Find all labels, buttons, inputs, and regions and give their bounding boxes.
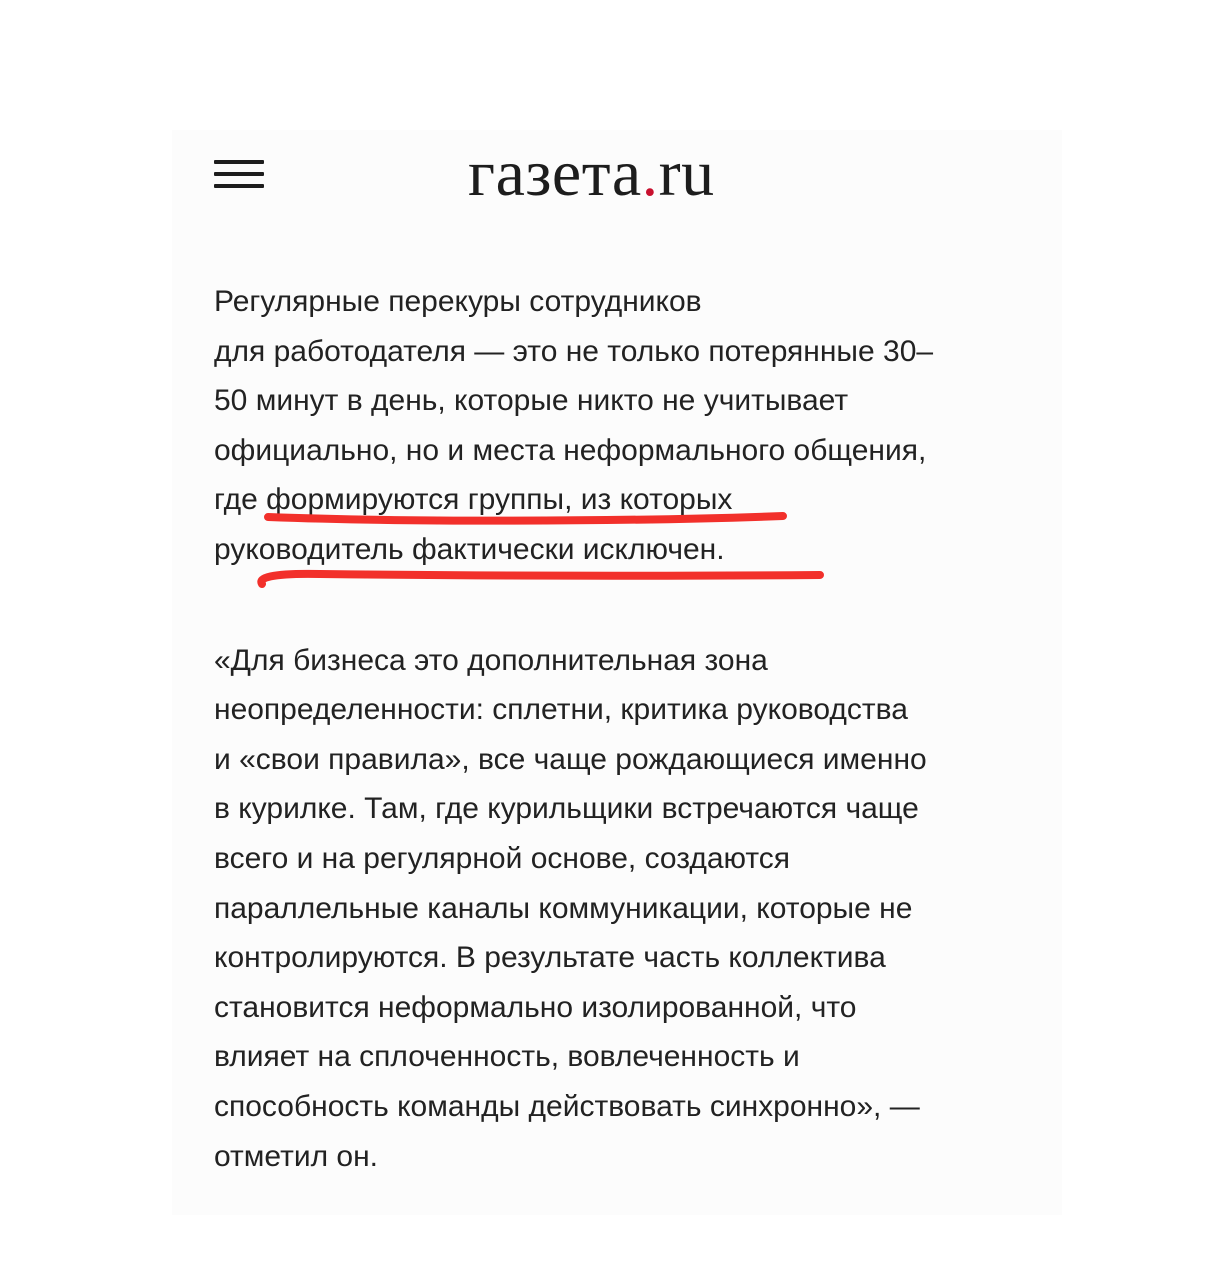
text-line: 50 минут в день, которые никто не учитывает	[214, 384, 849, 418]
article-card	[172, 130, 1062, 1215]
article-paragraph-2	[214, 636, 1034, 1182]
text-line: где формируются группы, из которых	[214, 483, 733, 517]
menu-bar-top	[214, 160, 264, 164]
text-line: официально, но и места неформального общения,	[214, 433, 927, 467]
text-line: параллельные каналы коммуникации, которые не	[214, 891, 913, 925]
text-line: «Для бизнеса это дополнительная зона	[214, 643, 768, 677]
site-logo[interactable]	[468, 134, 715, 214]
site-header	[172, 130, 1062, 230]
text-line: становится неформально изолированной, что	[214, 990, 857, 1024]
text-line: отметил он.	[214, 1139, 379, 1173]
logo-dot: .	[641, 137, 659, 210]
text-line: способность команды действовать синхронно», —	[214, 1089, 920, 1123]
menu-bar-bottom	[214, 184, 264, 188]
text-line: всего и на регулярной основе, создаются	[214, 841, 791, 875]
menu-bar-middle	[214, 172, 264, 176]
logo-tld: ru	[658, 137, 715, 210]
text-line: и «свои правила», все чаще рождающиеся именно	[214, 742, 927, 776]
article-body	[214, 277, 1034, 1181]
text-line: контролируются. В результате часть коллектива	[214, 941, 886, 975]
text-line: влияет на сплоченность, вовлеченность и	[214, 1040, 800, 1074]
logo-main: газета	[468, 137, 642, 210]
hamburger-menu-icon[interactable]	[214, 158, 264, 190]
text-line: в курилке. Там, где курильщики встречаются чаще	[214, 792, 919, 826]
text-line: Регулярные перекуры сотрудников	[214, 285, 702, 318]
article-paragraph-1	[214, 277, 1034, 575]
text-line: неопределенности: сплетни, критика руководства	[214, 693, 908, 727]
text-line: для работодателя — это не только потерянные 30–	[214, 334, 934, 368]
text-line: руководитель фактически исключен.	[214, 532, 725, 566]
